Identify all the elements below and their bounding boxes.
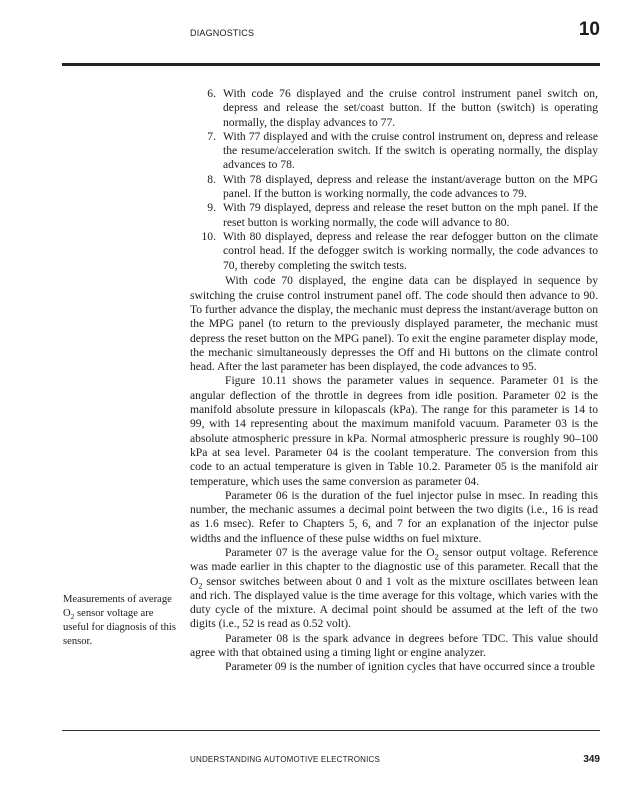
- paragraph-engine-data: With code 70 displayed, the engine data can be displayed in sequence by switching the cruise control instrument panel off. The code should then advance to 90. To further advance the display, the mechanic must depress the instant/average button on the MPG panel (to return to the previously displayed parameter, the mechanic must depress the reset button on the MPG panel). To exit the engine parameter display mode, the mechanic simultaneously depresses the Off and Hi buttons on the climate control head. After the last parameter has been displayed, the code advances to 95.: [190, 274, 598, 374]
- running-footer: UNDERSTANDING AUTOMOTIVE ELECTRONICS: [190, 755, 381, 764]
- paragraph-parameter-08: Parameter 08 is the spark advance in degrees before TDC. This value should agree with that obtained using a timing light or engine analyzer.: [190, 631, 598, 660]
- list-item: 6. With code 76 displayed and the cruise control instrument panel switch on, depress and release the set/coast button. If the button (switch) is operating normally, the display advances to 77.: [207, 87, 598, 129]
- chapter-number: 10: [578, 19, 600, 40]
- paragraph-parameters-01-05: Figure 10.11 shows the parameter values in sequence. Parameter 01 is the angular deflection of the throttle in degrees from idle position. Parameter 02 is the manifold absolute pressure in kilopascals (kPa). The range for this parameter is 14 to 99, with 14 representing about the maximum manifold vacuum. Parameter 03 is the absolute atmospheric pressure in kPa. Normal atmospheric pressure is roughly 90–100 kPa at sea level. Parameter 04 is the coolant temperature. The conversion from this code to an actual temperature is given in Table 10.2. Parameter 05 is the manifold air temperature, which uses the same conversion as parameter 04.: [190, 374, 598, 488]
- header-rule: [62, 63, 600, 66]
- margin-note: Measurements of average $O_2$ sensor voltage are useful for diagnosis of this sensor.: [63, 594, 176, 648]
- list-item: 10. With 80 displayed, depress and release the rear defogger button on the climate control head. If the defogger switch is working normally, the code advances to 70, thereby completing the switch tests.: [201, 229, 598, 272]
- page-number: 349: [583, 754, 600, 765]
- body-text: [190, 87, 598, 675]
- paragraph-parameter-06: Parameter 06 is the duration of the fuel injector pulse in msec. In reading this number, the mechanic assumes a decimal point between the two digits (i.e., 16 is read as 1.6 msec). Refer to Chapters 5, 6, and 7 for an explanation of the injector pulse widths and the influence of these pulse widths on fuel mixture.: [190, 488, 598, 545]
- paragraph-parameter-07: Parameter 07 is the average value for the $O_2$ sensor output voltage. Reference was made earlier in this chapter to the diagnostic use of this parameter. Recall that the $O_2$ sensor switches between about 0 and 1 volt as the mixture oscillates between lean and rich. The displayed value is the time average for this voltage, which varies with the duty cycle of the mixture. A decimal point should be assumed at the left of the two digits (i.e., 52 is read as 0.52 volt).: [190, 546, 598, 631]
- footer-rule: [62, 730, 600, 731]
- list-item: 8. With 78 displayed, depress and release the instant/average button on the MPG panel. If the button is working normally, the code advances to 79.: [207, 172, 598, 201]
- running-header: DIAGNOSTICS: [190, 28, 255, 38]
- list-item: 7. With 77 displayed and with the cruise control instrument on, depress and release the resume/acceleration switch. If the switch is operating normally, the display advances to 78.: [207, 129, 598, 172]
- switch-test-steps: [190, 87, 598, 273]
- paragraph-parameter-09: Parameter 09 is the number of ignition cycles that have occurred since a trouble: [225, 660, 595, 674]
- list-item: 9. With 79 displayed, depress and release the reset button on the mph panel. If the reset button is working normally, the code will advance to 80.: [207, 201, 598, 229]
